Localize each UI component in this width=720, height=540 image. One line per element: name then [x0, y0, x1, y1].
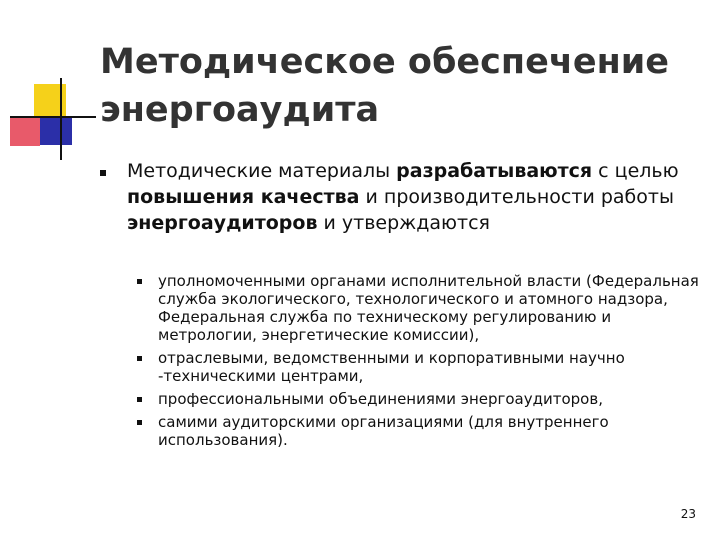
list-item — [128, 390, 708, 408]
slide-title: Методическое обеспечение энергоаудита — [100, 42, 670, 130]
bullet-square-icon — [100, 170, 106, 176]
list-item — [128, 272, 708, 344]
page-number: 23 — [680, 507, 696, 521]
bullet-square-icon — [137, 279, 142, 284]
list-item — [128, 349, 708, 385]
para-segment-bold: повышения качества — [127, 186, 360, 208]
para-segment: Методические материалы — [127, 160, 397, 182]
list-item-text: уполномоченными органами исполнительной власти (Федеральная служба экологического, технологического и атомного надзора, Федеральная служба по техническому регулированию и метрологии, энергетические комиссии), — [158, 272, 699, 344]
decorative-logo — [0, 0, 110, 170]
list-item-text: самими аудиторскими организациями (для внутреннего использования). — [158, 413, 609, 449]
list-item — [128, 413, 708, 449]
logo-horizontal-line — [10, 116, 96, 118]
bullet-square-icon — [137, 397, 142, 402]
para-segment: и производительности работы — [359, 186, 674, 208]
para-segment-bold: энергоаудиторов — [127, 212, 318, 234]
list-item-text: профессиональными объединениями энергоаудиторов, — [158, 390, 603, 408]
main-paragraph — [127, 158, 712, 236]
para-segment: и утверждаются — [317, 212, 490, 234]
bullet-square-icon — [137, 420, 142, 425]
logo-vertical-line — [60, 78, 62, 160]
para-segment: с целью — [592, 160, 679, 182]
para-segment-bold: разрабатываются — [396, 160, 593, 182]
list-item-text: отраслевыми, ведомственными и корпоративными научно -техническими центрами, — [158, 349, 625, 385]
logo-blue-square — [40, 117, 72, 145]
sub-bullet-list — [128, 272, 708, 454]
logo-red-square — [10, 116, 40, 146]
bullet-square-icon — [137, 356, 142, 361]
